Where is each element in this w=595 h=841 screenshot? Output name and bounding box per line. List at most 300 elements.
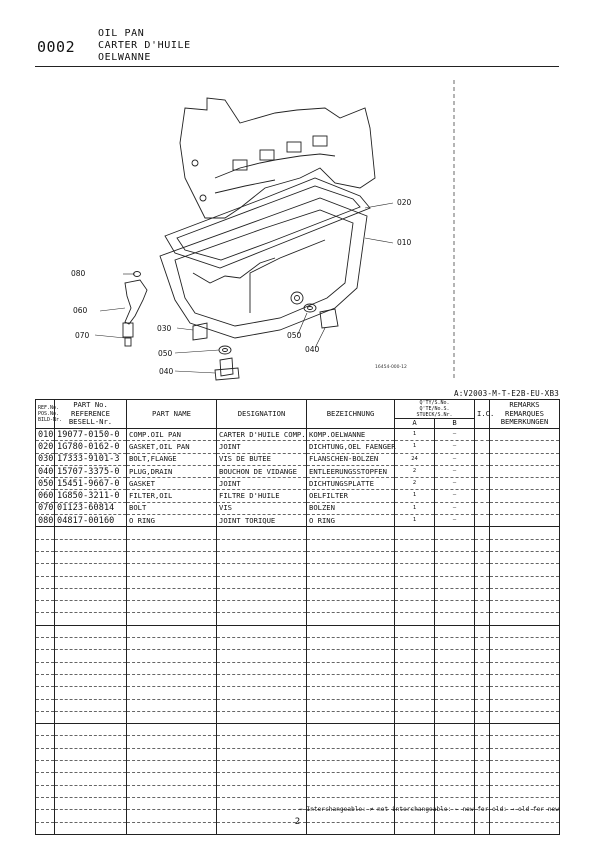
bezeichnung-cell — [307, 527, 395, 539]
ref-no-cell — [36, 785, 55, 797]
gasket-shape — [165, 178, 370, 268]
header-rule — [35, 66, 559, 67]
designation-cell — [217, 711, 307, 723]
ic-cell — [475, 773, 490, 785]
bezeichnung-cell — [307, 625, 395, 637]
remarks-cell — [490, 625, 560, 637]
qty-b-cell — [435, 576, 475, 588]
qty-b-cell — [435, 539, 475, 551]
ref-no-cell — [36, 601, 55, 613]
ic-cell — [475, 588, 490, 600]
empty-row — [36, 724, 560, 736]
part-no-cell: 17333-9101-3 — [55, 453, 127, 465]
part-no-cell — [55, 564, 127, 576]
remarks-cell — [490, 527, 560, 539]
bezeichnung-cell — [307, 650, 395, 662]
ref-no-cell — [36, 576, 55, 588]
qty-a-cell — [395, 711, 435, 723]
empty-row — [36, 551, 560, 563]
empty-row — [36, 736, 560, 748]
designation-cell: JOINT — [217, 441, 307, 453]
callout-050-right: 050 — [287, 331, 302, 340]
part-name-cell — [127, 785, 217, 797]
empty-row — [36, 699, 560, 711]
parts-table — [35, 399, 560, 835]
qty-b-cell — [435, 613, 475, 625]
part-name-cell — [127, 711, 217, 723]
part-name-cell: O RING — [127, 515, 217, 527]
part-no-cell: 19077-0150-0 — [55, 429, 127, 441]
bezeichnung-cell — [307, 699, 395, 711]
qty-a-cell — [395, 662, 435, 674]
ref-no-cell — [36, 724, 55, 736]
remarks-cell — [490, 773, 560, 785]
qty-a-cell — [395, 576, 435, 588]
qty-b-cell: – — [435, 441, 475, 453]
empty-row — [36, 650, 560, 662]
parts-row — [36, 502, 560, 514]
qty-b-cell — [435, 687, 475, 699]
bezeichnung-cell — [307, 687, 395, 699]
ic-cell — [475, 724, 490, 736]
bezeichnung-cell — [307, 674, 395, 686]
ref-no-cell — [36, 711, 55, 723]
bezeichnung-cell — [307, 724, 395, 736]
empty-row — [36, 662, 560, 674]
ref-no-cell: 010 — [36, 429, 55, 441]
qty-b-cell: – — [435, 515, 475, 527]
designation-cell: CARTER D'HUILE COMP. — [217, 429, 307, 441]
ref-no-cell — [36, 736, 55, 748]
remarks-cell — [490, 674, 560, 686]
part-name-cell — [127, 527, 217, 539]
header-part-no: PART No. REFERENCE BESELL-Nr. — [55, 400, 127, 429]
designation-cell — [217, 613, 307, 625]
ic-cell — [475, 539, 490, 551]
ref-no-cell — [36, 761, 55, 773]
part-no-cell — [55, 601, 127, 613]
qty-b-cell — [435, 564, 475, 576]
part-no-cell — [55, 773, 127, 785]
bezeichnung-cell: DICHTUNG,OEL FAENGER — [307, 441, 395, 453]
qty-a-cell — [395, 687, 435, 699]
part-name-cell — [127, 625, 217, 637]
part-no-cell — [55, 687, 127, 699]
designation-cell: VIS — [217, 502, 307, 514]
designation-cell — [217, 674, 307, 686]
qty-b-cell — [435, 785, 475, 797]
callout-020: 020 — [397, 198, 412, 207]
empty-row — [36, 613, 560, 625]
qty-b-cell — [435, 711, 475, 723]
callout-040-right: 040 — [305, 345, 320, 354]
parts-row — [36, 490, 560, 502]
header-remarks: REMARKS REMARQUES BEMERKUNGEN — [490, 400, 560, 429]
bezeichnung-cell: BOLZEN — [307, 502, 395, 514]
ref-no-cell — [36, 564, 55, 576]
ic-cell — [475, 441, 490, 453]
ref-no-cell — [36, 662, 55, 674]
qty-a-cell — [395, 748, 435, 760]
empty-row — [36, 761, 560, 773]
ic-cell — [475, 761, 490, 773]
parts-row — [36, 429, 560, 441]
qty-b-cell — [435, 625, 475, 637]
parts-row — [36, 515, 560, 527]
designation-cell — [217, 527, 307, 539]
part-name-cell — [127, 761, 217, 773]
empty-row — [36, 711, 560, 723]
part-no-cell — [55, 613, 127, 625]
part-name-cell — [127, 588, 217, 600]
callout-leaders — [95, 203, 393, 373]
ref-no-cell: 060 — [36, 490, 55, 502]
part-name-cell — [127, 551, 217, 563]
ic-cell — [475, 490, 490, 502]
ic-cell — [475, 699, 490, 711]
ic-cell — [475, 674, 490, 686]
part-no-cell — [55, 674, 127, 686]
qty-a-cell — [395, 699, 435, 711]
designation-cell — [217, 699, 307, 711]
qty-b-cell — [435, 638, 475, 650]
designation-cell — [217, 638, 307, 650]
qty-a-cell: 1 — [395, 441, 435, 453]
part-name-cell — [127, 638, 217, 650]
ref-no-cell: 020 — [36, 441, 55, 453]
ref-no-cell: 070 — [36, 502, 55, 514]
bezeichnung-cell — [307, 564, 395, 576]
bezeichnung-cell — [307, 785, 395, 797]
callout-060: 060 — [73, 306, 88, 315]
part-name-cell — [127, 736, 217, 748]
qty-b-cell — [435, 761, 475, 773]
remarks-cell — [490, 564, 560, 576]
remarks-cell — [490, 785, 560, 797]
bezeichnung-cell — [307, 601, 395, 613]
part-name-cell — [127, 564, 217, 576]
part-no-cell: 15451-9667-0 — [55, 478, 127, 490]
bezeichnung-cell — [307, 773, 395, 785]
remarks-cell — [490, 687, 560, 699]
designation-cell — [217, 551, 307, 563]
ref-no-cell — [36, 650, 55, 662]
header-bezeichnung: BEZEICHNUNG — [307, 400, 395, 429]
qty-b-cell — [435, 674, 475, 686]
part-name-cell — [127, 674, 217, 686]
qty-a-cell — [395, 625, 435, 637]
ic-cell — [475, 736, 490, 748]
ic-cell — [475, 429, 490, 441]
ref-no-cell — [36, 687, 55, 699]
empty-row — [36, 601, 560, 613]
designation-cell — [217, 576, 307, 588]
title-fr: CARTER D'HUILE — [98, 40, 191, 51]
interchangeability-legend: ↔ Interchangeable: ≠ not interchangeable: ← new for old: → old for new — [299, 806, 559, 813]
model-code: A:V2003-M-T-E2B-EU-XB3 — [454, 389, 559, 398]
ic-cell — [475, 564, 490, 576]
designation-cell — [217, 662, 307, 674]
ref-no-cell: 040 — [36, 465, 55, 477]
part-name-cell — [127, 539, 217, 551]
qty-b-cell: – — [435, 453, 475, 465]
bezeichnung-cell: FLANSCHEN-BOLZEN — [307, 453, 395, 465]
ic-cell — [475, 785, 490, 797]
qty-b-cell — [435, 527, 475, 539]
part-name-cell: FILTER,OIL — [127, 490, 217, 502]
ic-cell — [475, 453, 490, 465]
bezeichnung-cell: KOMP.OELWANNE — [307, 429, 395, 441]
part-name-cell — [127, 687, 217, 699]
qty-a-cell — [395, 551, 435, 563]
empty-row — [36, 785, 560, 797]
figure-number: 16454-000-12 — [375, 365, 407, 370]
part-name-cell — [127, 748, 217, 760]
page-titles — [98, 28, 191, 64]
bezeichnung-cell — [307, 662, 395, 674]
qty-a-cell: 1 — [395, 429, 435, 441]
designation-cell: VIS DE BUTEE — [217, 453, 307, 465]
remarks-cell — [490, 576, 560, 588]
qty-a-cell: 24 — [395, 453, 435, 465]
callout-030: 030 — [157, 324, 172, 333]
title-en: OIL PAN — [98, 28, 145, 39]
title-de: OELWANNE — [98, 52, 151, 63]
designation-cell: BOUCHON DE VIDANGE — [217, 465, 307, 477]
qty-a-cell — [395, 588, 435, 600]
qty-b-cell — [435, 736, 475, 748]
part-no-cell — [55, 736, 127, 748]
bezeichnung-cell: ENTLEERUNGSSTOPFEN — [307, 465, 395, 477]
qty-b-cell: – — [435, 490, 475, 502]
parts-row — [36, 453, 560, 465]
designation-cell — [217, 588, 307, 600]
callout-080: 080 — [71, 269, 86, 278]
empty-row — [36, 638, 560, 650]
qty-a-cell — [395, 773, 435, 785]
header-qty-b: B — [435, 419, 475, 429]
qty-b-cell — [435, 662, 475, 674]
remarks-cell — [490, 490, 560, 502]
ref-no-cell — [36, 539, 55, 551]
part-no-cell — [55, 748, 127, 760]
qty-a-cell — [395, 564, 435, 576]
qty-b-cell — [435, 588, 475, 600]
part-name-cell — [127, 724, 217, 736]
ref-no-cell: 030 — [36, 453, 55, 465]
part-name-cell: PLUG,DRAIN — [127, 465, 217, 477]
bezeichnung-cell — [307, 613, 395, 625]
page-number: 2 — [294, 817, 301, 827]
qty-b-cell: – — [435, 502, 475, 514]
oil-pan-shape — [160, 198, 367, 338]
ic-cell — [475, 638, 490, 650]
qty-a-cell: 2 — [395, 478, 435, 490]
bezeichnung-cell — [307, 551, 395, 563]
part-no-cell — [55, 650, 127, 662]
empty-row — [36, 748, 560, 760]
part-name-cell: COMP.OIL PAN — [127, 429, 217, 441]
parts-row — [36, 465, 560, 477]
header-part-name: PART NAME — [127, 400, 217, 429]
part-no-cell — [55, 539, 127, 551]
ic-cell — [475, 502, 490, 514]
bezeichnung-cell: DICHTUNGSPLATTE — [307, 478, 395, 490]
ic-cell — [475, 576, 490, 588]
header-qty-a: A — [395, 419, 435, 429]
qty-b-cell: – — [435, 465, 475, 477]
ref-no-cell — [36, 773, 55, 785]
bezeichnung-cell — [307, 588, 395, 600]
remarks-cell — [490, 502, 560, 514]
ref-no-cell — [36, 699, 55, 711]
designation-cell — [217, 601, 307, 613]
part-name-cell: GASKET,OIL PAN — [127, 441, 217, 453]
empty-row — [36, 674, 560, 686]
designation-cell — [217, 650, 307, 662]
ic-cell — [475, 711, 490, 723]
qty-a-cell — [395, 601, 435, 613]
bezeichnung-cell: O RING — [307, 515, 395, 527]
designation-cell — [217, 785, 307, 797]
qty-a-cell — [395, 539, 435, 551]
ic-cell — [475, 515, 490, 527]
ref-no-cell — [36, 527, 55, 539]
bezeichnung-cell — [307, 736, 395, 748]
designation-cell — [217, 625, 307, 637]
header-qty: Q'TY/S.No. Q'TE/No.S. STUECK/S.Nr. — [395, 400, 475, 419]
part-name-cell — [127, 576, 217, 588]
remarks-cell — [490, 429, 560, 441]
remarks-cell — [490, 441, 560, 453]
remarks-cell — [490, 613, 560, 625]
bezeichnung-cell: OELFILTER — [307, 490, 395, 502]
designation-cell — [217, 748, 307, 760]
ref-no-cell: 080 — [36, 515, 55, 527]
bezeichnung-cell — [307, 638, 395, 650]
qty-a-cell — [395, 761, 435, 773]
remarks-cell — [490, 515, 560, 527]
remarks-cell — [490, 748, 560, 760]
designation-cell — [217, 687, 307, 699]
qty-b-cell: – — [435, 429, 475, 441]
header-ic: I.C. — [475, 400, 490, 429]
designation-cell — [217, 564, 307, 576]
ref-no-cell — [36, 638, 55, 650]
header-designation: DESIGNATION — [217, 400, 307, 429]
empty-row — [36, 576, 560, 588]
qty-a-cell — [395, 674, 435, 686]
empty-row — [36, 625, 560, 637]
qty-a-cell — [395, 527, 435, 539]
part-name-cell: GASKET — [127, 478, 217, 490]
remarks-cell — [490, 650, 560, 662]
remarks-cell — [490, 711, 560, 723]
qty-b-cell — [435, 748, 475, 760]
designation-cell — [217, 736, 307, 748]
qty-a-cell: 2 — [395, 465, 435, 477]
remarks-cell — [490, 539, 560, 551]
ref-no-cell — [36, 613, 55, 625]
part-name-cell — [127, 662, 217, 674]
designation-cell — [217, 761, 307, 773]
ic-cell — [475, 625, 490, 637]
part-no-cell — [55, 797, 127, 809]
part-name-cell — [127, 699, 217, 711]
ic-cell — [475, 662, 490, 674]
part-no-cell — [55, 785, 127, 797]
part-no-cell — [55, 625, 127, 637]
qty-b-cell — [435, 551, 475, 563]
qty-a-cell — [395, 785, 435, 797]
ref-no-cell — [36, 674, 55, 686]
qty-b-cell — [435, 699, 475, 711]
part-no-cell: 15707-3375-0 — [55, 465, 127, 477]
designation-cell — [217, 539, 307, 551]
exploded-view-illustration — [35, 68, 559, 384]
bezeichnung-cell — [307, 576, 395, 588]
qty-a-cell — [395, 724, 435, 736]
qty-a-cell: 1 — [395, 515, 435, 527]
header-ref-no: REF.No. POS.No. BILD-Nr. — [36, 400, 55, 429]
part-no-cell — [55, 576, 127, 588]
part-no-cell — [55, 638, 127, 650]
remarks-cell — [490, 478, 560, 490]
part-no-cell — [55, 711, 127, 723]
page-code: 0002 — [37, 38, 76, 56]
part-no-cell — [55, 527, 127, 539]
ref-no-cell — [36, 625, 55, 637]
qty-a-cell — [395, 638, 435, 650]
ref-no-cell — [36, 551, 55, 563]
ic-cell — [475, 613, 490, 625]
part-no-cell — [55, 662, 127, 674]
part-no-cell — [55, 551, 127, 563]
empty-row — [36, 773, 560, 785]
remarks-cell — [490, 662, 560, 674]
callout-010: 010 — [397, 238, 412, 247]
part-name-cell — [127, 773, 217, 785]
bezeichnung-cell — [307, 748, 395, 760]
remarks-cell — [490, 736, 560, 748]
designation-cell: JOINT — [217, 478, 307, 490]
remarks-cell — [490, 761, 560, 773]
ic-cell — [475, 601, 490, 613]
part-name-cell — [127, 601, 217, 613]
empty-row — [36, 588, 560, 600]
bezeichnung-cell — [307, 761, 395, 773]
part-name-cell — [127, 650, 217, 662]
remarks-cell — [490, 699, 560, 711]
remarks-cell — [490, 724, 560, 736]
remarks-cell — [490, 551, 560, 563]
qty-b-cell: – — [435, 478, 475, 490]
qty-a-cell: 1 — [395, 502, 435, 514]
qty-a-cell: 1 — [395, 490, 435, 502]
ref-no-cell — [36, 748, 55, 760]
remarks-cell — [490, 453, 560, 465]
part-no-cell: 1G780-0162-0 — [55, 441, 127, 453]
qty-a-cell — [395, 650, 435, 662]
ic-cell — [475, 650, 490, 662]
empty-row — [36, 527, 560, 539]
ic-cell — [475, 527, 490, 539]
designation-cell — [217, 797, 307, 809]
parts-row — [36, 478, 560, 490]
empty-row — [36, 539, 560, 551]
qty-b-cell — [435, 650, 475, 662]
qty-b-cell — [435, 724, 475, 736]
